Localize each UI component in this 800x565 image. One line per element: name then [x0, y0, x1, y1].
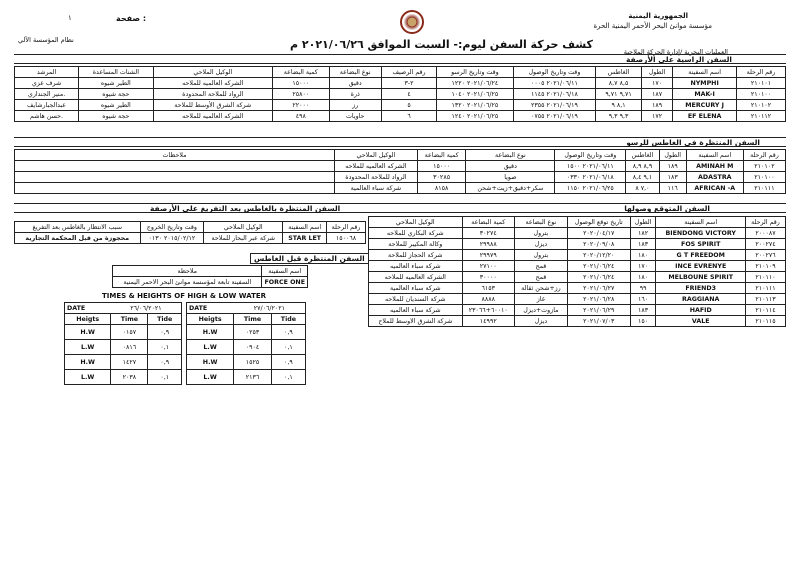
- col-header: كمية البضاعة: [417, 150, 466, 161]
- cell: ١٤٢٧: [111, 355, 148, 370]
- cell: ٢٩٩٧٩: [462, 250, 514, 261]
- cell: .منير الجنداري: [15, 89, 79, 100]
- cell: ٠,٩: [148, 325, 182, 340]
- cell: NYMPHI: [673, 78, 737, 89]
- col-header: ملاحظة: [113, 266, 262, 277]
- tide-date-row: [187, 303, 306, 314]
- cell: شركة عبر البحار للملاحة: [204, 233, 283, 244]
- cell: ٠,٩: [271, 325, 305, 340]
- system-label: نظام المؤسسة الآلي: [18, 36, 74, 44]
- table-row: [369, 294, 786, 305]
- cell: ٢١٠١١٠: [745, 272, 785, 283]
- cell: ١٥٠٠٦٨: [327, 233, 366, 244]
- cell: ٢١٣٦: [234, 370, 272, 385]
- cell: الشركه العالميه للملاحه: [153, 111, 272, 122]
- cell: ٠,٩: [271, 355, 305, 370]
- table-row: [15, 111, 786, 122]
- cell: ٢١٠١١١: [743, 183, 785, 194]
- cell: ٢١٠١٠٩: [745, 261, 785, 272]
- cell: شركة الشرق الأوسط للملاحة: [153, 100, 272, 111]
- cell: ٩,٧١ ٩,٧١: [596, 89, 642, 100]
- cell: الرواد للملاحة المحدودة: [335, 172, 418, 183]
- corp-label: مؤسسة موانئ البحر الأحمر اليمنية الحرة: [593, 22, 712, 30]
- expected-table: [368, 216, 786, 327]
- cell: ٨,١ ٩: [596, 100, 642, 111]
- cell: شركة الشرق الاوسط للملاح: [369, 316, 463, 327]
- cell: ٢٠٢١/٠٧/٠٣: [567, 316, 630, 327]
- date-value: ٢٧/٠٦/٢٠٢١: [234, 303, 306, 314]
- table-row: [15, 89, 786, 100]
- cell: ١٧٠: [641, 78, 673, 89]
- waiting-header-row: [15, 150, 786, 161]
- cell: قمح: [514, 261, 567, 272]
- cell: ٢٠٢١/٠٦/٢٥ ١١٥٠: [555, 183, 626, 194]
- cell: ٨٨٨٨: [462, 294, 514, 305]
- cell: ٢١٠١٠٢: [736, 100, 785, 111]
- cell: ٢١٠١١٣: [745, 294, 785, 305]
- cell: L.W: [187, 370, 234, 385]
- cell: .حسن هاشم: [15, 111, 79, 122]
- col-header: الوكيل الملاحي: [204, 222, 283, 233]
- cell: L.W: [65, 340, 111, 355]
- waiting-title: السفن المنتظرة في الغاطس للرسو: [626, 138, 760, 147]
- cell: G T FREEDOM: [656, 250, 746, 261]
- expected-header-row: [369, 217, 786, 228]
- cell: شركة سباء العالمية: [369, 283, 463, 294]
- page-number: ١: [68, 14, 72, 22]
- cell: ٨١٥٨: [417, 183, 466, 194]
- col-header: وقت وتاريخ الوصول: [513, 67, 596, 78]
- page-title: كشف حركة السفن ليوم:- السبت الموافق ٢٠٢١/٠٦/٢٦ م: [290, 38, 593, 51]
- cell: شركة السنديان للملاحه: [369, 294, 463, 305]
- cell: ٠٢٥٣: [234, 325, 272, 340]
- col-header: اسم السفينة: [656, 217, 746, 228]
- cell: ٢٠١٥/٠٢/١٢ ٠١٣٠: [140, 233, 204, 244]
- col-header: رقم الرحلة: [736, 67, 785, 78]
- cell: ٧,٠ ٨: [626, 183, 659, 194]
- table-row: [65, 355, 182, 370]
- tides-table-left: [64, 302, 182, 385]
- outside-table: [112, 265, 308, 288]
- cell: ١٥٠: [630, 316, 656, 327]
- cell: ١٨٣: [630, 305, 656, 316]
- cell: وكالة المكيبر للملاحة: [369, 239, 463, 250]
- cell: RAGGIANA: [656, 294, 746, 305]
- col-header: كمية البضاعة: [462, 217, 514, 228]
- table-row: [187, 370, 306, 385]
- col-header: وقت وتاريخ الخروج: [140, 222, 204, 233]
- waiting-table: [14, 149, 786, 194]
- col-header: الوكيل الملاحي: [369, 217, 463, 228]
- col-header: سبب الانتظار بالغاطس بعد التفريغ: [15, 222, 141, 233]
- cell: L.W: [65, 370, 111, 385]
- cell: STAR LET: [283, 233, 327, 244]
- anchored-table: [14, 66, 786, 122]
- col-header: نوع البضاعة: [329, 67, 381, 78]
- cell: بترول: [514, 228, 567, 239]
- table-row: [369, 239, 786, 250]
- col-header: اسم السفينة: [283, 222, 327, 233]
- cell: [15, 183, 335, 194]
- cell: رز: [329, 100, 381, 111]
- anchored-header-row: [15, 67, 786, 78]
- cell: ١٨٧: [641, 89, 673, 100]
- cell: ١٨٠: [630, 272, 656, 283]
- col-header: رقم الرصيف: [381, 67, 436, 78]
- cell: ٢٠٢١/٠٦/٢٤: [567, 261, 630, 272]
- cell: ٠,١: [148, 340, 182, 355]
- table-row: [369, 228, 786, 239]
- cell: السفينة تابعة لمؤسسة موانئ البحر الاحمر اليمنية: [113, 277, 262, 288]
- cell: ٢٠٢١/٠٦/٢٩: [567, 305, 630, 316]
- cell: ٢١٠١١٢: [736, 111, 785, 122]
- cell: ٠٨١٦: [111, 340, 148, 355]
- cell: ٢٠٢١/٠٦/١٨ ٠٣٣٠: [555, 172, 626, 183]
- tide-header-row: [187, 314, 306, 325]
- table-row: [15, 100, 786, 111]
- col-header: الطول: [659, 150, 686, 161]
- table-row: [15, 172, 786, 183]
- outside-title: السفن المنتظرة قبل الغاطس: [250, 253, 369, 264]
- table-row: [369, 261, 786, 272]
- cell: سكر+دقيق+زيت+شحن: [466, 183, 555, 194]
- col-header: رقم الرحلة: [745, 217, 785, 228]
- cell: ١٨٢: [630, 228, 656, 239]
- cell: الطير شيوه: [79, 78, 154, 89]
- cell: ٢١٠١٠٠: [736, 89, 785, 100]
- col-header: الطول: [630, 217, 656, 228]
- table-row: [187, 340, 306, 355]
- cell: ٢٠٢١/٠٦/٢٨: [567, 294, 630, 305]
- cell: ١٥٠٠٠: [417, 161, 466, 172]
- table-row: [15, 161, 786, 172]
- col-header: نوع البضاعة: [514, 217, 567, 228]
- cell: ٠,١: [271, 370, 305, 385]
- cell: قمح: [514, 272, 567, 283]
- col-header: Tide: [271, 314, 305, 325]
- cell: ٢٠٢١/٠٦/٢٤: [567, 272, 630, 283]
- cell: ٢٠٢١/٠٦/٢٤ ١٢٢٠: [437, 78, 513, 89]
- col-header: Time: [111, 314, 148, 325]
- cell: رز+شحن ثقالة: [514, 283, 567, 294]
- cell: ٢١٠١٠١: [736, 78, 785, 89]
- anchored-title: السفن الراسية على الأرصفة: [625, 55, 732, 64]
- col-header: اسم السفينة: [673, 67, 737, 78]
- cell: الشركه العالميه للملاحه: [369, 272, 463, 283]
- cell: محجوزة من قبل المحكمة التجارية: [15, 233, 141, 244]
- cell: [15, 161, 335, 172]
- cell: ٢٧١٠٠: [462, 261, 514, 272]
- cell: ١٥٠٠٠: [272, 78, 329, 89]
- cell: حاويات: [329, 111, 381, 122]
- cell: ٢١٠١١٤: [745, 305, 785, 316]
- cell: MERCURY J: [673, 100, 737, 111]
- cell: FOS SPIRIT: [656, 239, 746, 250]
- col-header: Heigts: [65, 314, 111, 325]
- table-row: [187, 355, 306, 370]
- table-row: [15, 183, 786, 194]
- col-header: المرشد: [15, 67, 79, 78]
- cell: ١٦٠: [630, 294, 656, 305]
- col-header: الغاطس: [596, 67, 642, 78]
- col-header: ملاحظات: [15, 150, 335, 161]
- cell: ٢٠٢٠/١٢/٢٠: [567, 250, 630, 261]
- cell: ٢١٠١١١: [745, 283, 785, 294]
- cell: ٩٩: [630, 283, 656, 294]
- date-value: ٢٦/٠٦/٢٠٢١: [111, 303, 182, 314]
- cell: [15, 172, 335, 183]
- cell: ٥: [381, 100, 436, 111]
- col-header: اسم السفينة: [686, 150, 743, 161]
- cell: مازوت+ديزل: [514, 305, 567, 316]
- cell: عبدالجبارشايف: [15, 100, 79, 111]
- cell: ٢٠٢١/٠٦/١٩ ٠٧٥٥: [513, 111, 596, 122]
- cell: ٢٠٢٠/٠٩/٠٨: [567, 239, 630, 250]
- cell: ١٨٣: [659, 172, 686, 183]
- cell: ٠١٥٧: [111, 325, 148, 340]
- cell: حجة شيوه: [79, 111, 154, 122]
- cell: بترول: [514, 250, 567, 261]
- table-row: [65, 325, 182, 340]
- cell: صويا: [466, 172, 555, 183]
- cell: ٨,٩ ٨,٩: [626, 161, 659, 172]
- cell: H.W: [187, 355, 234, 370]
- cell: ٠,٩: [148, 355, 182, 370]
- cell: الشركه العالميه للملاحه: [335, 161, 418, 172]
- cell: شركة البكاري للملاحه: [369, 228, 463, 239]
- tides-table-right: [186, 302, 306, 385]
- cell: L.W: [187, 340, 234, 355]
- cell: ٢٠٠٠٨٧: [745, 228, 785, 239]
- cell: MELBOUNE SPIRIT: [656, 272, 746, 283]
- date-label: DATE: [187, 303, 234, 314]
- cell: ١٤٩٩٢: [462, 316, 514, 327]
- cell: ٢٠٢١/٠٦/١٩ ٢٣٥٥: [513, 100, 596, 111]
- cell: ٣٠٠٠٠: [462, 272, 514, 283]
- col-header: كمية البضاعة: [272, 67, 329, 78]
- republic-label: الجمهورية اليمنية: [628, 12, 688, 20]
- cell: شرف عزي: [15, 78, 79, 89]
- cell: ٢٠٢١/٠٦/٢٥ ١٢٤٠: [437, 111, 513, 122]
- cell: ٣٠٢٨٥: [417, 172, 466, 183]
- col-header: Tide: [148, 314, 182, 325]
- cell: ٢٢٠٠٠: [272, 100, 329, 111]
- table-row: [369, 272, 786, 283]
- cell: ٢٠٠٢٧٦: [745, 250, 785, 261]
- date-label: DATE: [65, 303, 111, 314]
- col-header: رقم الرحلة: [327, 222, 366, 233]
- col-header: تاريخ توقع الوصول: [567, 217, 630, 228]
- cell: ٤٩٨: [272, 111, 329, 122]
- cell: ١٨٣: [630, 239, 656, 250]
- cell: ٨,٥ ٨,٧: [596, 78, 642, 89]
- cell: INCE EVRENYE: [656, 261, 746, 272]
- table-row: [113, 277, 308, 288]
- cell: BIENDONG VICTORY: [656, 228, 746, 239]
- outside-header-row: [113, 266, 308, 277]
- cell: حجة شيوه: [79, 89, 154, 100]
- cell: الشركه العالميه للملاحه: [153, 78, 272, 89]
- cell: MAK-I: [673, 89, 737, 100]
- page-label: صفحة :: [116, 14, 147, 23]
- table-row: [369, 250, 786, 261]
- tide-date-row: [65, 303, 182, 314]
- cell: ٣٠٢٧٤: [462, 228, 514, 239]
- cell: ٢٠٢١/٠٦/١٨ ١١٤٥: [513, 89, 596, 100]
- col-header: Time: [234, 314, 272, 325]
- cell: ١٥٢٥: [234, 355, 272, 370]
- cell: VALE: [656, 316, 746, 327]
- cell: ديزل: [514, 316, 567, 327]
- col-header: الشنات المساعدة: [79, 67, 154, 78]
- cell: دقيق: [329, 78, 381, 89]
- col-header: وقت وتاريخ الوصول: [555, 150, 626, 161]
- cell: ٦: [381, 111, 436, 122]
- cell: الطير شيوه: [79, 100, 154, 111]
- col-header: الطول: [641, 67, 673, 78]
- cell: H.W: [187, 325, 234, 340]
- cell: شركة سباء العالمية: [335, 183, 418, 194]
- cell: دقيق: [466, 161, 555, 172]
- cell: FRIEND3: [656, 283, 746, 294]
- col-header: Heigts: [187, 314, 234, 325]
- cell: ديزل: [514, 239, 567, 250]
- cell: ٠٩٠٤: [234, 340, 272, 355]
- col-header: اسم السفينة: [262, 266, 308, 277]
- cell: شركة سباء العالميه: [369, 261, 463, 272]
- cell: ٢٠٢١/٠٦/١١ ٠٠٠٥: [513, 78, 596, 89]
- unloading-title: السفن المنتظرة بالغاطس بعد التفريغ على الأرصفة: [150, 204, 341, 213]
- cell: EF ELENA: [673, 111, 737, 122]
- cell: ٠,١: [271, 340, 305, 355]
- col-header: نوع البضاعة: [466, 150, 555, 161]
- cell: ٢٠٢١/٠٦/٢٧: [567, 283, 630, 294]
- table-row: [369, 283, 786, 294]
- cell: ٢٠٢١/٠٦/٢٥ ١٠٤٠: [437, 89, 513, 100]
- table-row: [369, 316, 786, 327]
- cell: ٢٠٢٠/٠٤/١٧: [567, 228, 630, 239]
- cell: ٢٠٢١/٠٦/١١ ١٥٠٠: [555, 161, 626, 172]
- cell: ذرة: [329, 89, 381, 100]
- cell: ١٨٩: [659, 161, 686, 172]
- tide-header-row: [65, 314, 182, 325]
- col-header: الغاطس: [626, 150, 659, 161]
- table-row: [15, 233, 366, 244]
- table-row: [65, 340, 182, 355]
- cell: ٢٠٠٢٧٤: [745, 239, 785, 250]
- cell: غاز: [514, 294, 567, 305]
- emblem-icon: [400, 10, 424, 34]
- table-row: [65, 370, 182, 385]
- unloading-table: [14, 221, 366, 244]
- col-header: وقت وتاريخ الرسو: [437, 67, 513, 78]
- cell: HAFID: [656, 305, 746, 316]
- cell: شركة الحجاز للملاحة: [369, 250, 463, 261]
- cell: H.W: [65, 325, 111, 340]
- col-header: الوكيل الملاحي: [335, 150, 418, 161]
- cell: ٢٥٨٠٠: [272, 89, 329, 100]
- tides-title: TIMES & HEIGHTS OF HIGH & LOW WATER: [102, 292, 267, 300]
- col-header: الوكيل الملاحي: [153, 67, 272, 78]
- cell: ٩,١ ٨,٤: [626, 172, 659, 183]
- cell: ٢١٠١١٥: [745, 316, 785, 327]
- table-row: [15, 78, 786, 89]
- cell: ١٧٠: [630, 261, 656, 272]
- cell: AMINAH M: [686, 161, 743, 172]
- cell: شركة سباء العالميه: [369, 305, 463, 316]
- cell: ٢١٠١٠٢: [743, 161, 785, 172]
- cell: ٢٠٢١/٠٦/٢٥ ١٣٢٠: [437, 100, 513, 111]
- cell: ١٨٠: [630, 250, 656, 261]
- cell: ١٧٢: [641, 111, 673, 122]
- cell: ADASTRA: [686, 172, 743, 183]
- cell: FORCE ONE: [262, 277, 308, 288]
- table-row: [187, 325, 306, 340]
- cell: ٦٠٠١٠+٢٣٠٦٦: [462, 305, 514, 316]
- cell: H.W: [65, 355, 111, 370]
- cell: ١١٦: [659, 183, 686, 194]
- cell: ٤: [381, 89, 436, 100]
- cell: ٢٩٩٨٨: [462, 239, 514, 250]
- col-header: رقم الرحلة: [743, 150, 785, 161]
- table-row: [369, 305, 786, 316]
- cell: ١٨٩: [641, 100, 673, 111]
- cell: ٢-٣: [381, 78, 436, 89]
- cell: ٩,٣ ٩,٣: [596, 111, 642, 122]
- unloading-header-row: [15, 222, 366, 233]
- cell: الرواد للملاحة المحدودة: [153, 89, 272, 100]
- cell: ٢١٠١٠٠: [743, 172, 785, 183]
- cell: ٦١٥٣: [462, 283, 514, 294]
- ops-label: العمليات البحرية /إدارة الحركة الملاحية: [623, 48, 728, 56]
- cell: ٢٠٣٨: [111, 370, 148, 385]
- cell: AFRICAN -A: [686, 183, 743, 194]
- cell: ٠,١: [148, 370, 182, 385]
- expected-title: السفن المتوقع وصولها: [624, 204, 710, 213]
